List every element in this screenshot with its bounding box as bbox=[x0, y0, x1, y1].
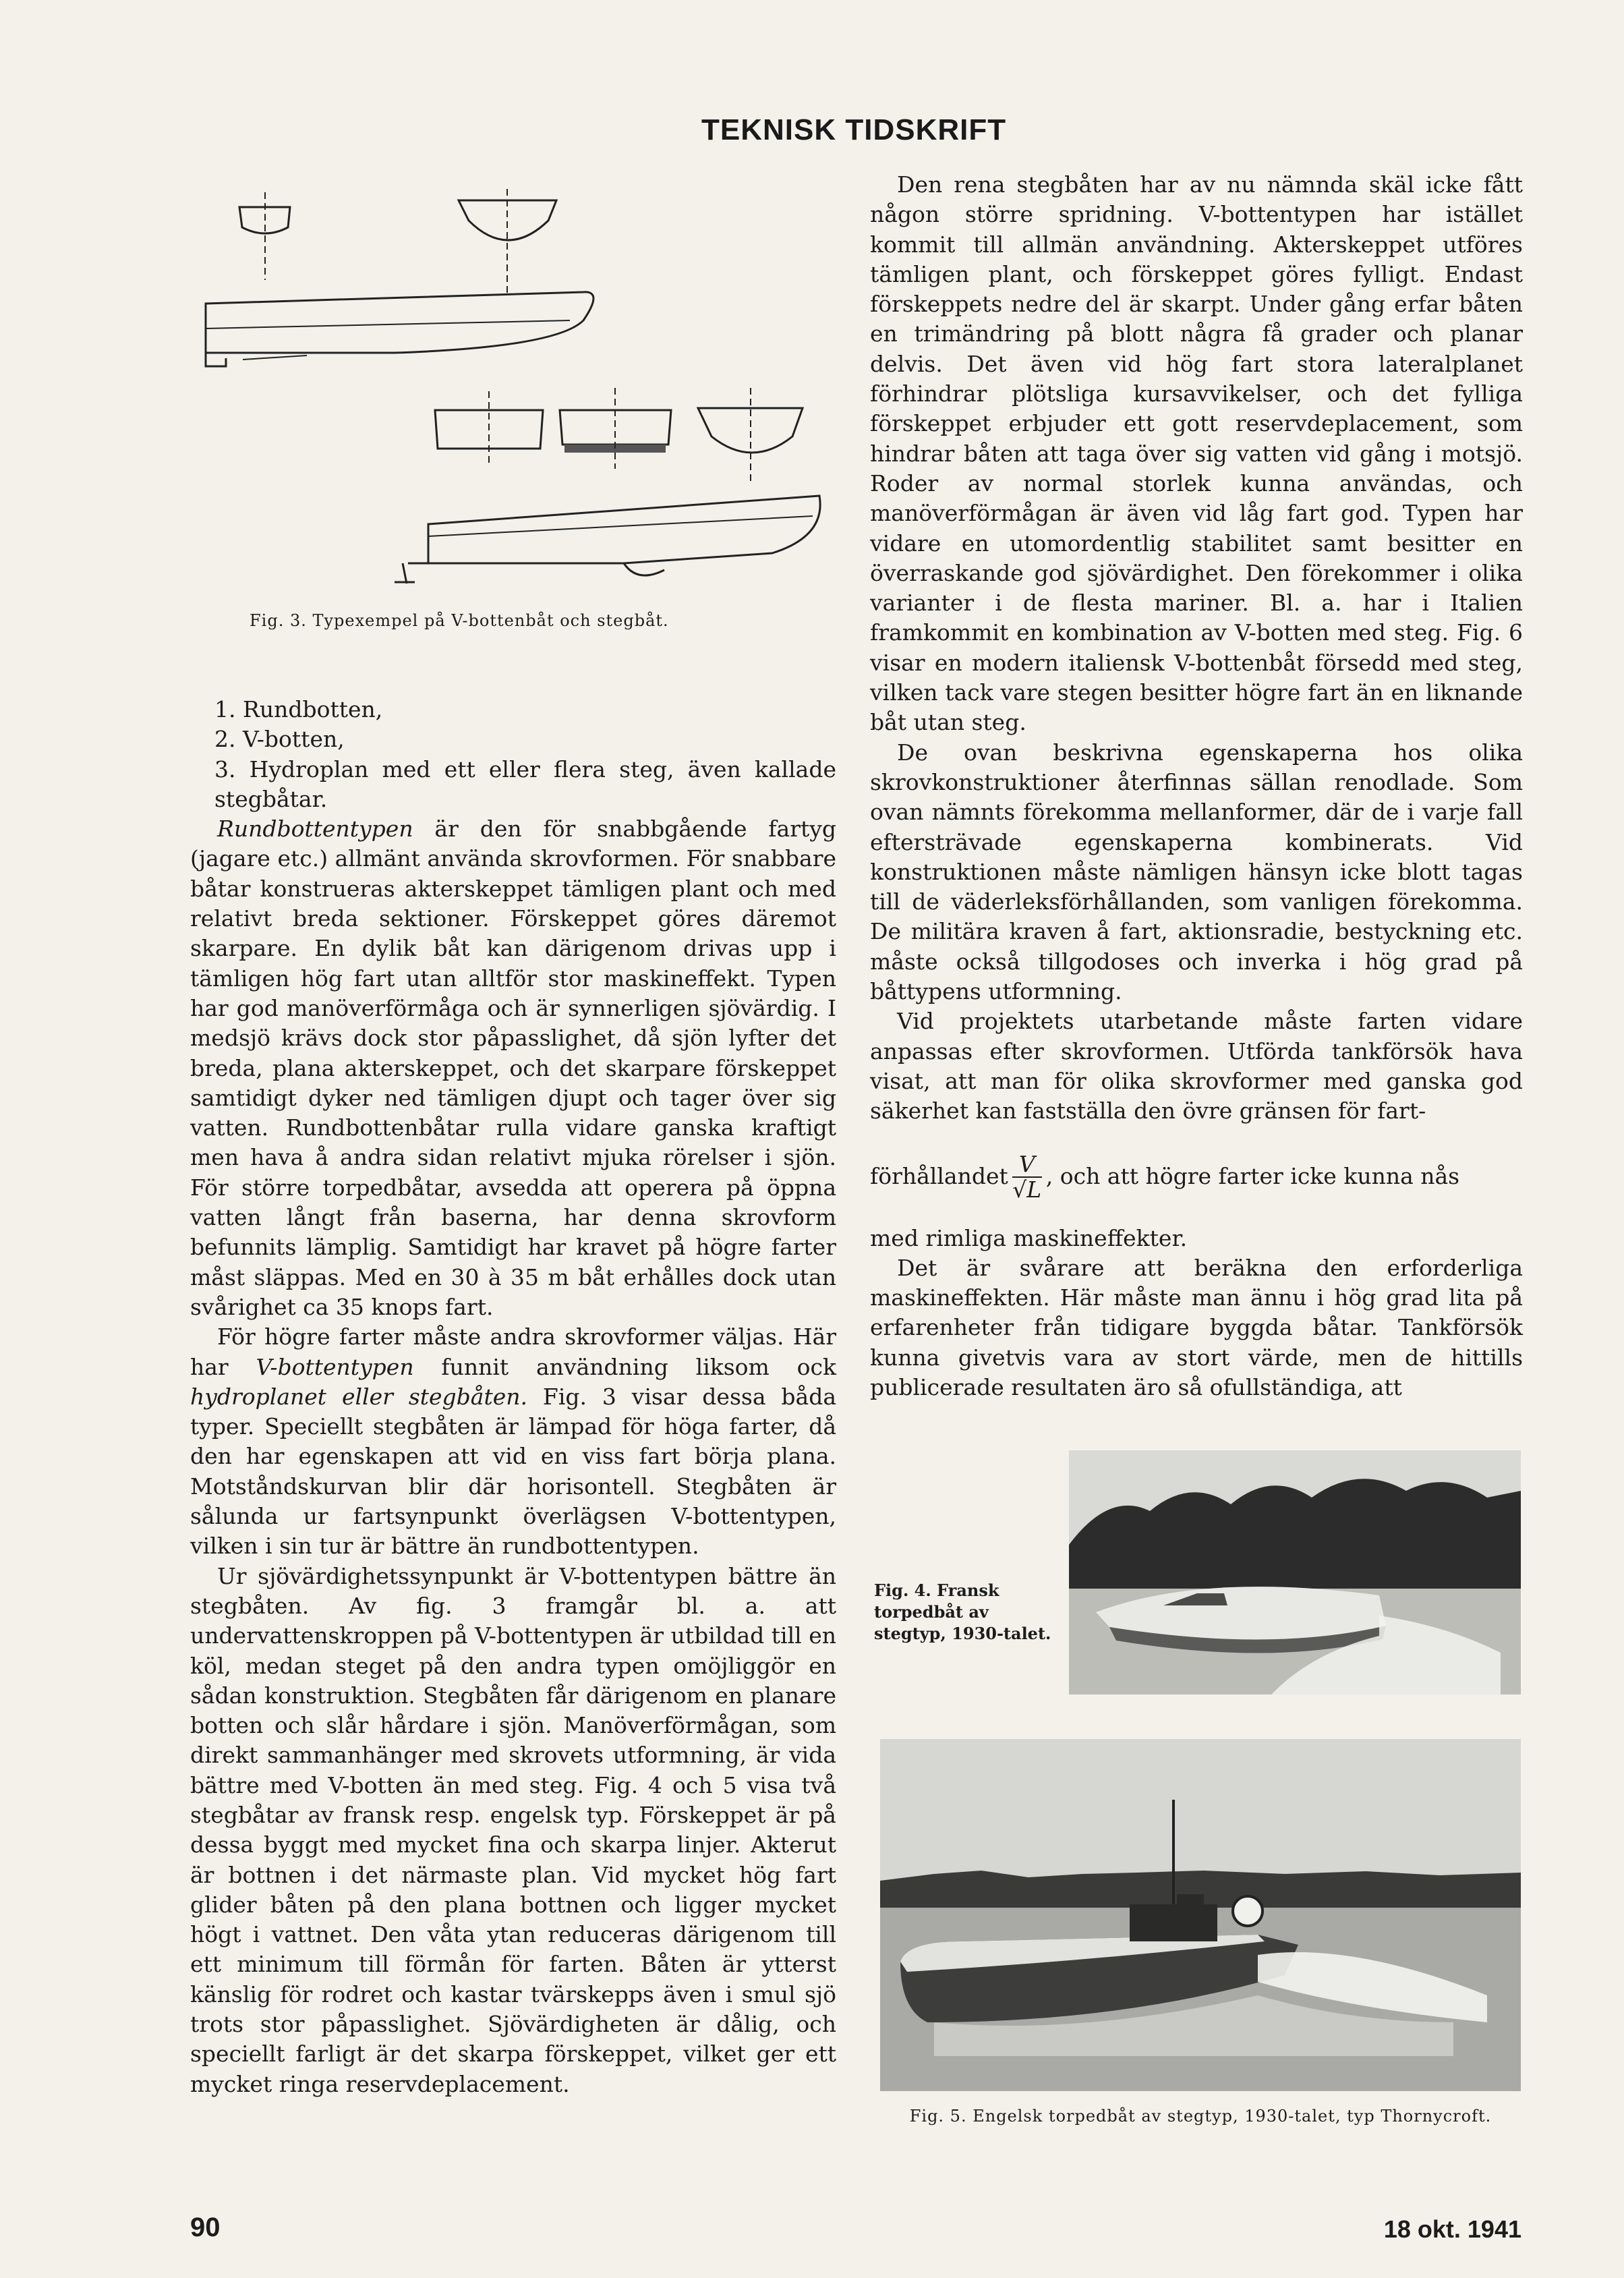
fraction-denominator: √L bbox=[1012, 1176, 1042, 1203]
paragraph-properties: De ovan beskrivna egenskaperna hos olika skrovkonstruktioner återfinnas sällan renodlade. Som ovan nämnts förekomma mellanformer, där de i varje fall eftersträvade egenskaperna kombinerats. Vid konstruktionen måste nämligen hänsyn icke blott tagas till de väderleksförhållanden, som vanligen förekomma. De militära kraven å fart, aktionsradie, bestyckning etc. måste också tillgodoses och inverka i hög grad på båttypens utformning. bbox=[870, 739, 1523, 1005]
paragraph-maskineffekt: Det är svårare att beräkna den erforderliga maskineffekten. Här måste man ännu i hög grad lita på erfarenheter från tidigare byggda båtar. Tankförsök kunna givetvis vara av stort värde, men de hittills publicerade resultaten äro så ofullständiga, att bbox=[870, 1254, 1523, 1400]
paragraph-text: funnit användning liksom ock bbox=[413, 1353, 836, 1380]
v-bottom-profile bbox=[206, 292, 593, 353]
fig4-caption: Fig. 4. Fransk torpedbåt av stegtyp, 1930-talet. bbox=[874, 1581, 1051, 1643]
fraction-numerator: V bbox=[1018, 1150, 1035, 1177]
list-item-1: 1. Rundbotten, bbox=[214, 696, 383, 722]
term-hydroplanet: hydroplanet eller stegbåten. bbox=[190, 1383, 528, 1410]
paragraph-rundbotten bbox=[190, 814, 836, 1322]
paragraph-maskineffekter: med rimliga maskineffekter. bbox=[870, 1224, 1188, 1251]
paragraph-text: Fig. 3 visar dessa båda typer. Speciellt stegbåten är lämpad för höga farter, då den har egenskapen att vid en viss fart börja plana. Motståndskurvan blir där horisontell. Stegbåten är sålunda ur fartsynpunkt överlägsen V-bottentypen, vilken i sin tur är bättre än rundbottentypen. bbox=[190, 1383, 837, 1560]
right-column bbox=[870, 170, 1523, 1402]
issue-date: 18 okt. 1941 bbox=[1383, 2215, 1521, 2243]
speed-ratio-formula bbox=[870, 1152, 1523, 1202]
step-hull-profile bbox=[428, 496, 820, 563]
left-column bbox=[190, 695, 836, 2099]
page-number: 90 bbox=[190, 2213, 221, 2242]
paragraph-text: För högre farter måste andra skrovformer väljas. Här har bbox=[190, 1323, 836, 1380]
formula-suffix: , och att högre farter icke kunna nås bbox=[1045, 1163, 1460, 1190]
journal-title: TEKNISK TIDSKRIFT bbox=[701, 113, 1007, 146]
paragraph-stegbaten: Den rena stegbåten har av nu nämnda skäl icke fått någon större spridning. V-bottentypen har istället kommit till allmän användning. Akterskeppet utföres tämligen plant, och förskeppet göres fylligt. Endast förskeppets nedre del är skarpt. Under gång erfar båten en trimändring på blott några få grader och planar delvis. Det även vid hög fart stora lateralplanet förhindrar plötsliga kursavvikelser, och det fylliga förskeppet erbjuder ett gott reservdeplacement, som hindrar båten att taga över sig vatten vid gång i motsjö. Roder av normal storlek kunna användas, och manöverförmågan är även vid låg fart god. Typen har vidare en utomordentlig stabilitet samt besitter en överraskande god sjövärdighet. Den förekommer i olika varianter i de flesta mariner. Bl. a. har i Italien framkommit en kombination av V-botten med steg. Fig. 6 visar en modern italiensk V-bottenbåt försedd med steg, vilken tack vare stegen besitter högre fart än en liknande båt utan steg. bbox=[870, 171, 1523, 736]
list-item-3: 3. Hydroplan med ett eller flera steg, även kallade stegbåtar. bbox=[214, 756, 836, 812]
term-v-bottentypen: V-bottentypen bbox=[256, 1353, 414, 1380]
fig3-hull-drawing bbox=[192, 186, 840, 594]
fig4-photo bbox=[1069, 1450, 1521, 1695]
term-rundbottentypen: Rundbottentypen bbox=[217, 816, 413, 843]
paragraph-text: är den för snabbgående fartyg (jagare etc.) allmänt använda skrovformen. För snabbare båtar konstrueras akterskeppet tämligen plant och med relativt breda sektioner. Förskeppet göres däremot skarpare. En dylik båt kan därigenom drivas upp i tämligen hög fart utan alltför stor maskineffekt. Typen har god manöverförmåga och är synnerligen sjövärdig. I medsjö krävs dock stor påpasslighet, då sjön lyfter det breda, plana akterskeppet, och det skarpare förskeppet samtidigt dyker ned tämligen djupt och tager över sig vatten. Rundbottenbåtar rulla vidare ganska kraftigt men hava å andra sidan relativt mjuka rörelser i sjön. För större torpedbåtar, avsedda att operera på öppna vatten långt från baserna, har denna skrovform befunnits lämplig. Samtidigt har kravet på högre farter måst släppas. Med en 30 à 35 m båt erhålles dock utan svårighet ca 35 knops fart. bbox=[190, 816, 836, 1320]
fig5-caption: Fig. 5. Engelsk torpedbåt av stegtyp, 1930-talet, typ Thornycroft. bbox=[909, 2107, 1492, 2126]
paragraph-projekt: Vid projektets utarbetande måste farten vidare anpassas efter skrovformen. Utförda tankförsök hava visat, att man för olika skrovformer med ganska god säkerhet kan fastställa den övre gränsen för fart- bbox=[870, 1008, 1523, 1124]
paragraph-higher-speeds bbox=[190, 1322, 836, 1561]
list-item-2: 2. V-botten, bbox=[214, 726, 345, 753]
fraction-v-over-sqrt-l bbox=[1012, 1152, 1042, 1202]
paragraph-seaworthiness: Ur sjövärdighetssynpunkt är V-bottentypen bättre än stegbåten. Av fig. 3 framgår bl. a. att undervattenskroppen på V-bottentypen är utbildad till en köl, medan steget på den andra typen omöjliggör en sådan konstruktion. Stegbåten får därigenom en planare botten och slår hårdare i sjön. Manöverförmågan, som direkt sammanhänger med skrovets utformning, är vida bättre med V-botten än med steg. Fig. 4 och 5 visa två stegbåtar av fransk resp. engelsk typ. Förskeppet är på dessa byggt med mycket fina och skarpa linjer. Akterut är bottnen i det närmaste plan. Vid mycket hög fart glider båten på den plana bottnen och ligger mycket högt i vattnet. Den våta ytan reduceras därigenom till ett minimum till förmån för farten. Båten är ytterst känslig för rodret och kastar tvärskepps även i smul sjö trots stor påpasslighet. Sjövärdigheten är dålig, och speciellt farligt är det skarpa förskeppet, vilket ger ett mycket ringa reservdeplacement. bbox=[190, 1562, 836, 2097]
formula-prefix: förhållandet bbox=[870, 1163, 1008, 1190]
fig5-photo bbox=[880, 1739, 1521, 2091]
fig3-caption: Fig. 3. Typexempel på V-bottenbåt och stegbåt. bbox=[250, 611, 669, 630]
